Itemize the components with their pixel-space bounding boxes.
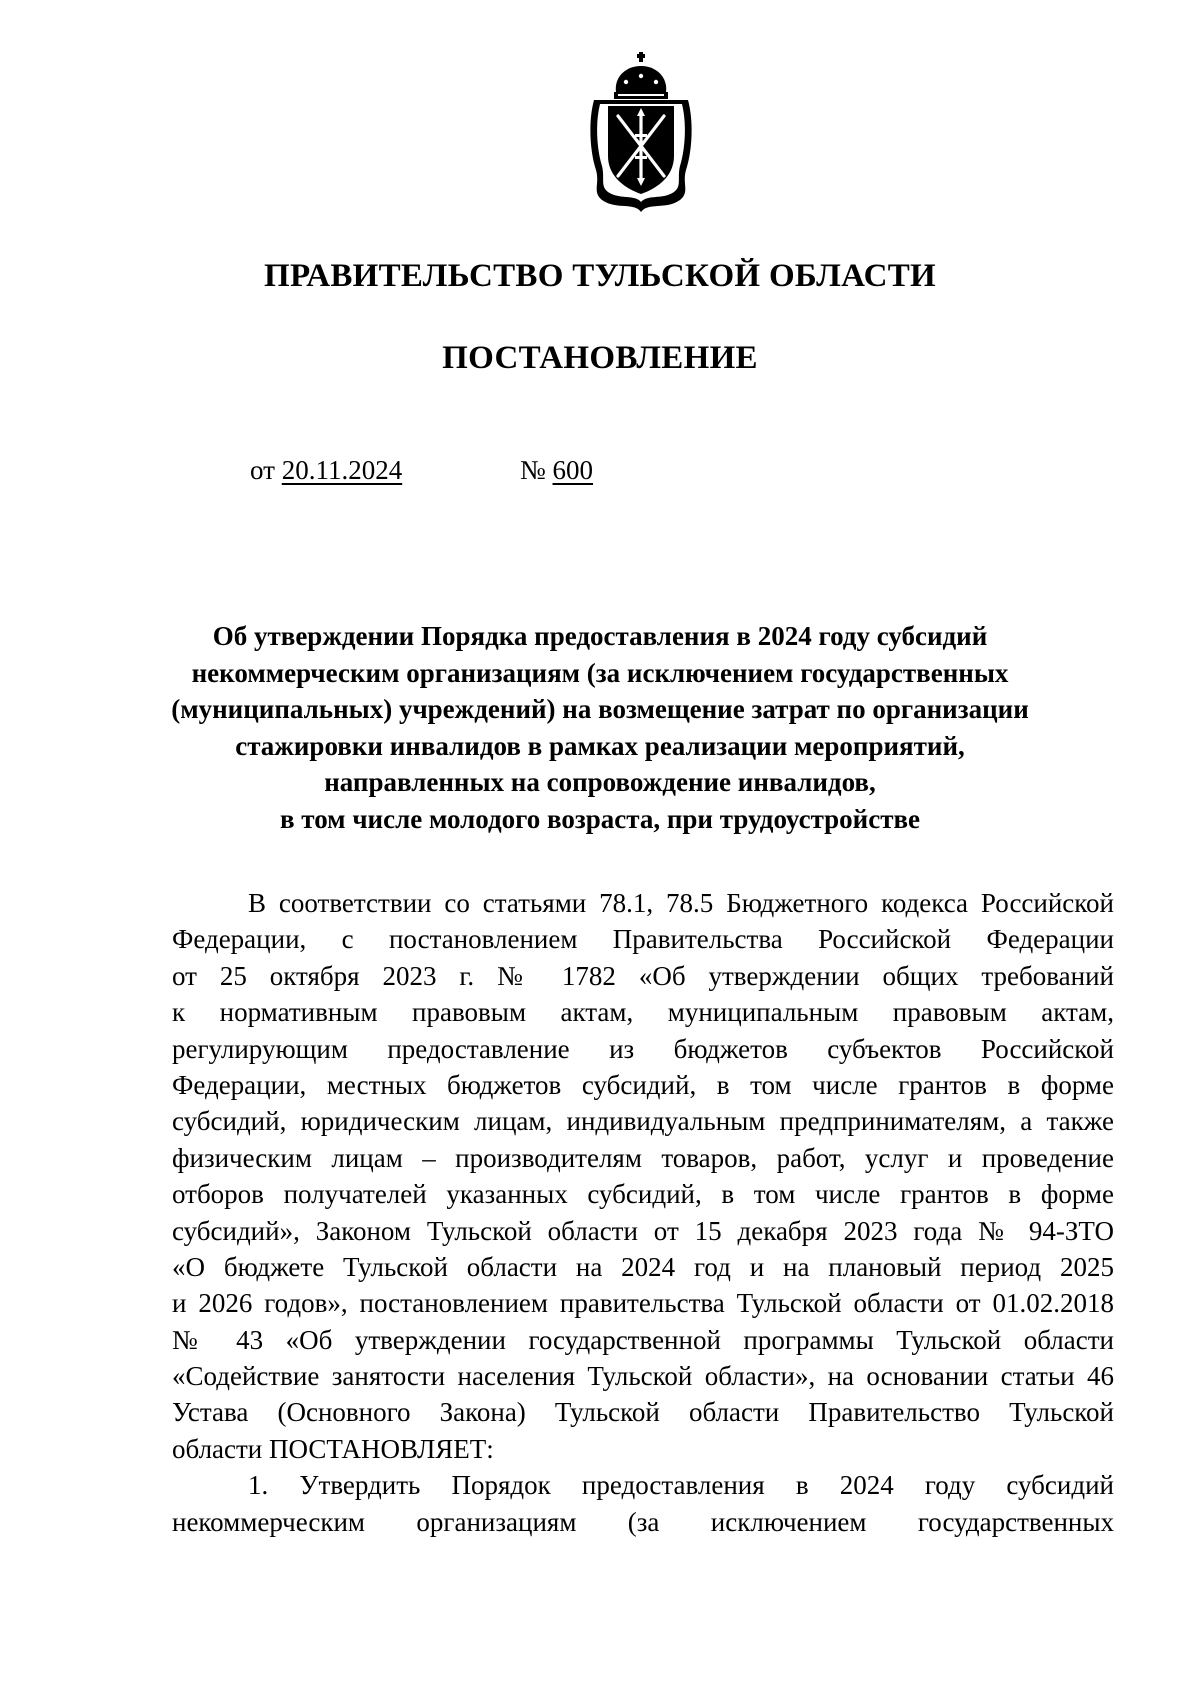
body-line: и 2026 годов», постановлением правительства Тульской области от 01.02.2018 [172,1288,1114,1319]
body-line: Федерации, с постановлением Правительства Российской Федерации [172,924,1114,955]
subject-line: (муниципальных) учреждений) на возмещение затрат по организации [171,694,1029,724]
subject-line: некоммерческим организациям (за исключением государственных [191,657,1009,688]
body-line: физическим лицам – производителям товаров, работ, услуг и проведение [172,1142,1114,1173]
subject-line: Об утверждении Порядка предоставления в 2024 году субсидий [212,621,988,651]
body-line: области ПОСТАНОВЛЯЕТ: [172,1433,494,1464]
tula-coat-of-arms-icon [586,52,696,214]
number-prefix: № [520,455,546,485]
body-line: отборов получателей указанных субсидий, в том числе грантов в форме [172,1179,1114,1210]
body-line: субсидий», Законом Тульской области от 15 декабря 2023 года № 94-ЗТО [172,1215,1114,1246]
body-line: Устава (Основного Закона) Тульской области Правительство Тульской [172,1397,1114,1428]
body-line: «О бюджете Тульской области на 2024 год и на плановый период 2025 [172,1251,1114,1282]
subject-line: в том числе молодого возраста, при трудоустройстве [279,803,921,834]
body-line: субсидий, юридическим лицам, индивидуальным предпринимателям, а также [172,1106,1114,1137]
body-line: Федерации, местных бюджетов субсидий, в том числе грантов в форме [172,1069,1114,1100]
body-line: 1. Утвердить Порядок предоставления в 2024 году субсидий [248,1470,1114,1501]
subject-line: стажировки инвалидов в рамках реализации мероприятий, [235,730,965,761]
document-number: 600 [552,455,594,485]
body-line: «Содействие занятости населения Тульской области», на основании статьи 46 [172,1361,1114,1392]
body-line: к нормативным правовым актам, муниципальным правовым актам, [172,997,1114,1028]
document-body [172,885,1114,1540]
government-title: ПРАВИТЕЛЬСТВО ТУЛЬСКОЙ ОБЛАСТИ [264,258,936,294]
body-line: В соответствии со статьями 78.1, 78.5 Бюджетного кодекса Российской [248,888,1114,918]
body-line: регулирующим предоставление из бюджетов субъектов Российской [172,1033,1114,1064]
document-subject [150,618,1050,837]
subject-line: направленных на сопровождение инвалидов, [324,767,876,797]
date-prefix: от [250,455,275,485]
body-line: некоммерческим организациям (за исключением государственных [172,1506,1114,1537]
document-date: 20.11.2024 [281,455,403,485]
document-number-block [520,455,593,486]
body-line: № 43 «Об утверждении государственной программы Тульской области [172,1324,1114,1355]
document-type-title: ПОСТАНОВЛЕНИЕ [442,340,758,376]
body-line: от 25 октября 2023 г. № 1782 «Об утверждении общих требований [172,960,1114,991]
date-number-line [250,455,594,486]
